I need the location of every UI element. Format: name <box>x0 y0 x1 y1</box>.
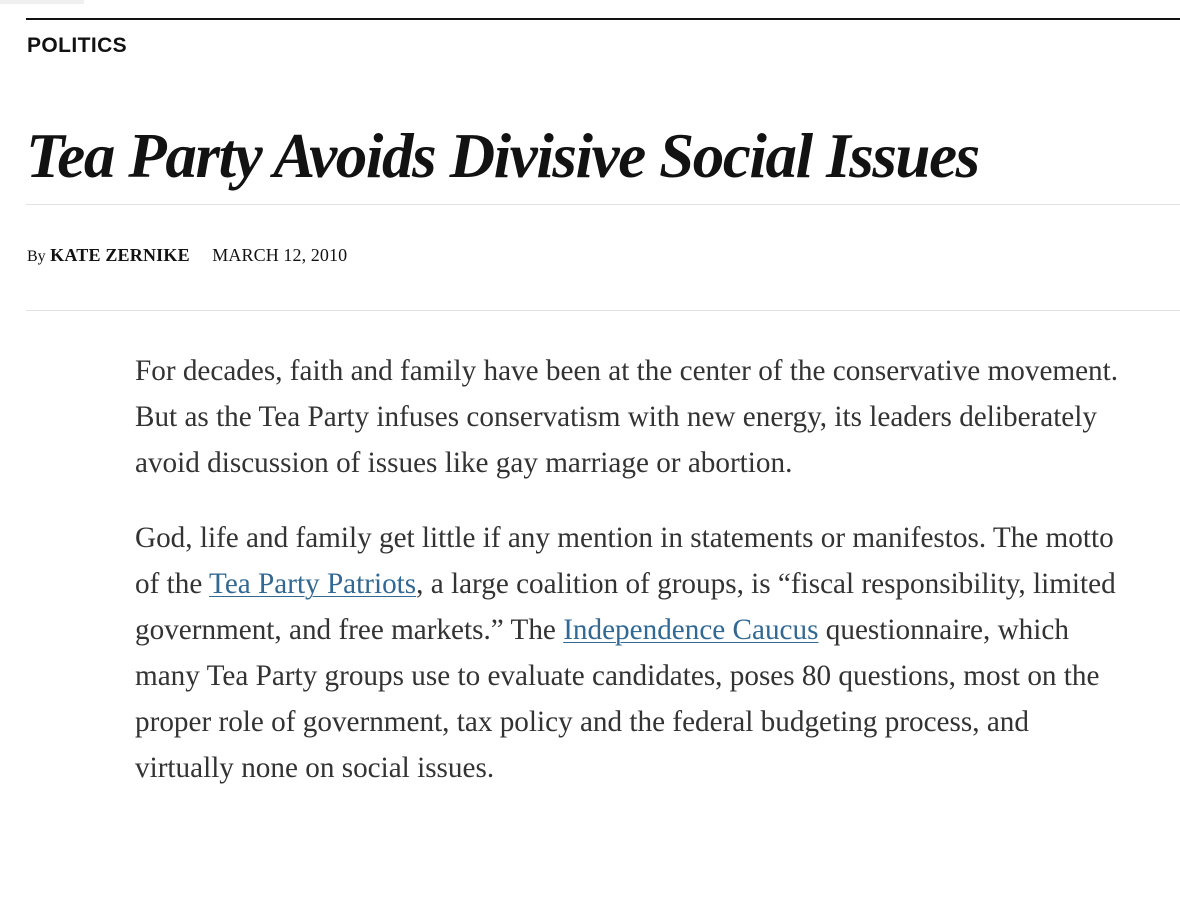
byline <box>27 243 347 269</box>
paragraph-2-text-3: questionnaire, which many Tea Party groups use to evaluate candidates, poses 80 questions, most on the proper role of government, tax policy and the federal budgeting process, and virtually none on social issues. <box>135 614 1100 784</box>
paragraph-2-text-1: God, life and family get little if any mention in statements or manifestos. The motto of the <box>135 522 1114 600</box>
headline-divider <box>26 204 1180 205</box>
section-label[interactable]: POLITICS <box>27 34 128 57</box>
byline-divider <box>26 310 1180 311</box>
independence-caucus-link[interactable]: Independence Caucus <box>563 614 819 646</box>
paragraph-2 <box>135 515 1120 791</box>
paragraph-1 <box>135 348 1120 486</box>
tea-party-patriots-link[interactable]: Tea Party Patriots <box>209 568 417 600</box>
article-body <box>135 348 1120 820</box>
paragraph-2-text-2: , a large coalition of groups, is “fiscal responsibility, limited government, and free markets.” The <box>135 568 1116 646</box>
headline: Tea Party Avoids Divisive Social Issues <box>26 121 979 191</box>
publish-date: MARCH 12, 2010 <box>212 245 348 265</box>
section-top-rule <box>26 18 1180 20</box>
byline-by: By <box>27 248 46 265</box>
top-corner-strip <box>0 0 84 4</box>
author-link[interactable]: KATE ZERNIKE <box>50 245 190 265</box>
paragraph-1-text: For decades, faith and family have been at the center of the conservative movement. But as the Tea Party infuses conservatism with new energy, its leaders deliberately avoid discussion of issues like gay marriage or abortion. <box>135 355 1119 479</box>
